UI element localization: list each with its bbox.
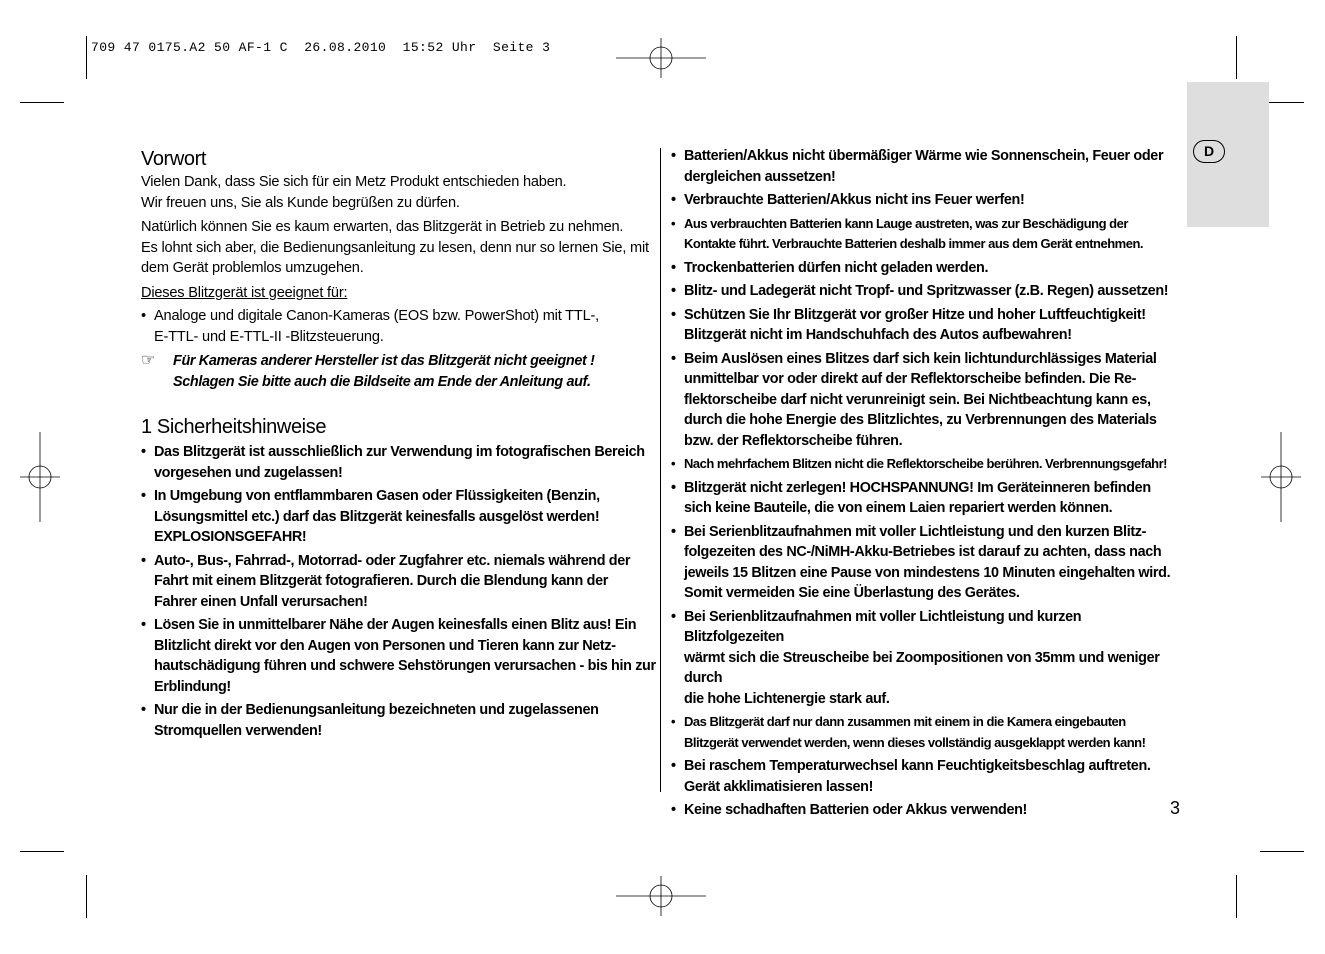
section-title-vorwort: Vorwort bbox=[141, 148, 207, 170]
intro-line: Natürlich können Sie es kaum erwarten, das Blitzgerät in Betrieb zu nehmen. bbox=[141, 219, 624, 235]
registration-mark-right bbox=[1261, 432, 1301, 522]
list-item: • Schützen Sie Ihr Blitzgerät vor großer Hitze und hoher Luftfeuchtigkeit! Blitzgerät nicht im Handschuhfach des Autos aufbewahren! bbox=[671, 306, 1146, 343]
registration-mark-left bbox=[20, 432, 60, 522]
language-badge: D bbox=[1193, 140, 1225, 163]
list-item: • Blitz- und Ladegerät nicht Tropf- und Spritzwasser (z.B. Regen) aussetzen! bbox=[671, 283, 1169, 299]
print-slug-line: 709 47 0175.A2 50 AF-1 C 26.08.2010 15:52 Uhr Seite 3 bbox=[91, 40, 551, 55]
list-item: • Das Blitzgerät darf nur dann zusammen mit einem in die Kamera eingebauten Blitzgerät verwendet werden, wenn dieses vollständig ausgeklappt werden kann! bbox=[671, 714, 1146, 750]
list-item: • Nur die in der Bedienungsanleitung bezeichneten und zugelassenen Stromquellen verwenden! bbox=[141, 702, 599, 739]
registration-mark-top bbox=[616, 38, 706, 78]
intro-line: dem Gerät problemlos umzugehen. bbox=[141, 260, 364, 276]
list-item: • Auto-, Bus-, Fahrrad-, Motorrad- oder Zugfahrer etc. niemals während der Fahrt mit einem Blitzgerät fotografieren. Durch die Blendung kann der Fahrer einen Unfall verursachen! bbox=[141, 552, 631, 610]
list-item: • Blitzgerät nicht zerlegen! HOCHSPANNUNG! Im Geräteinneren befinden sich keine Bauteile, die von einem Laien repariert werden können. bbox=[671, 479, 1151, 516]
intro-line: Wir freuen uns, Sie als Kunde begrüßen zu dürfen. bbox=[141, 194, 460, 211]
crop-mark bbox=[86, 36, 87, 79]
list-item: • Keine schadhaften Batterien oder Akkus verwenden! bbox=[671, 802, 1027, 818]
list-item: • Lösen Sie in unmittelbarer Nähe der Augen keinesfalls einen Blitz aus! Ein Blitzlicht direkt vor den Augen von Personen und Tieren kann zur Netz- hautschädigung führen und schwere Sehstörungen verursachen - bis hin zur Erblindung! bbox=[141, 617, 656, 695]
list-item: • Das Blitzgerät ist ausschließlich zur Verwendung im fotografischen Bereich vorgesehen und zugelassen! bbox=[141, 444, 645, 481]
list-item: • Bei Serienblitzaufnahmen mit voller Lichtleistung und kurzen Blitzfolgezeiten wärmt sich die Streuscheibe bei Zoompositionen von 35mm und weniger durch die hohe Lichtenergie stark auf. bbox=[671, 608, 1160, 707]
list-item: • Aus verbrauchten Batterien kann Lauge austreten, was zur Beschädigung der Kontakte führt. Verbrauchte Batterien deshalb immer aus dem Gerät entnehmen. bbox=[671, 215, 1144, 251]
list-item: • Bei Serienblitzaufnahmen mit voller Lichtleistung und den kurzen Blitz- folgezeiten des NC-/NiMH-Akku-Betriebes ist darauf zu achten, dass nach jeweils 15 Blitzen eine Pause von mindestens 10 Minuten eingehalten wird. Somit vermeiden Sie eine Überlastung des Gerätes. bbox=[671, 523, 1171, 601]
right-column bbox=[671, 146, 1183, 824]
list-item: • Bei raschem Temperaturwechsel kann Feuchtigkeitsbeschlag auftreten. Gerät akklimatisieren lassen! bbox=[671, 758, 1151, 795]
crop-mark bbox=[20, 851, 64, 852]
crop-mark bbox=[86, 875, 87, 918]
crop-mark bbox=[1260, 851, 1304, 852]
list-item: • Nach mehrfachem Blitzen nicht die Reflektorscheibe berühren. Verbrennungsgefahr! bbox=[671, 456, 1168, 471]
intro-line: Es lohnt sich aber, die Bedienungsanleitung zu lesen, denn nur so lernen Sie, mit bbox=[141, 239, 649, 256]
left-column bbox=[141, 146, 656, 744]
suitable-heading: Dieses Blitzgerät ist geeignet für: bbox=[141, 284, 348, 301]
section-title-safety: 1 Sicherheitshinweise bbox=[141, 416, 327, 438]
list-item: • Analoge und digitale Canon-Kameras (EOS bzw. PowerShot) mit TTL-, E-TTL- und E-TTL-II -Blitzsteuerung. bbox=[141, 308, 600, 345]
page-number: 3 bbox=[1170, 798, 1181, 818]
pointing-hand-icon: ☞ bbox=[141, 352, 155, 369]
crop-mark bbox=[20, 102, 64, 103]
crop-mark bbox=[1236, 36, 1237, 79]
column-divider bbox=[660, 148, 661, 792]
list-item: • Batterien/Akkus nicht übermäßiger Wärme wie Sonnenschein, Feuer oder dergleichen aussetzen! bbox=[671, 148, 1164, 185]
list-item: • In Umgebung von entflammbaren Gasen oder Flüssigkeiten (Benzin, Lösungsmittel etc.) darf das Blitzgerät keinesfalls ausgelöst werden! EXPLOSIONSGEFAHR! bbox=[141, 488, 600, 545]
list-item: • Verbrauchte Batterien/Akkus nicht ins Feuer werfen! bbox=[671, 192, 1025, 208]
crop-mark bbox=[1236, 875, 1237, 918]
list-item: • Trockenbatterien dürfen nicht geladen werden. bbox=[671, 259, 989, 276]
intro-line: Vielen Dank, dass Sie sich für ein Metz Produkt entschieden haben. bbox=[141, 174, 567, 190]
list-item: • Beim Auslösen eines Blitzes darf sich kein lichtundurchlässiges Material unmittelbar vor oder direkt auf der Reflektorscheibe befinden. Die Re- flektorscheibe darf nicht verunreinigt sein. Bei Nichtbeachtung kann es, durch die hohe Energie des Blitzlichtes, zu Verbrennungen des Materials bzw. der Reflektorscheibe führen. bbox=[671, 350, 1157, 449]
registration-mark-bottom bbox=[616, 876, 706, 916]
note-callout: ☞ Für Kameras anderer Hersteller ist das Blitzgerät nicht geeignet ! Schlagen Sie bitte auch die Bildseite am Ende der Anleitung auf. bbox=[141, 351, 656, 392]
